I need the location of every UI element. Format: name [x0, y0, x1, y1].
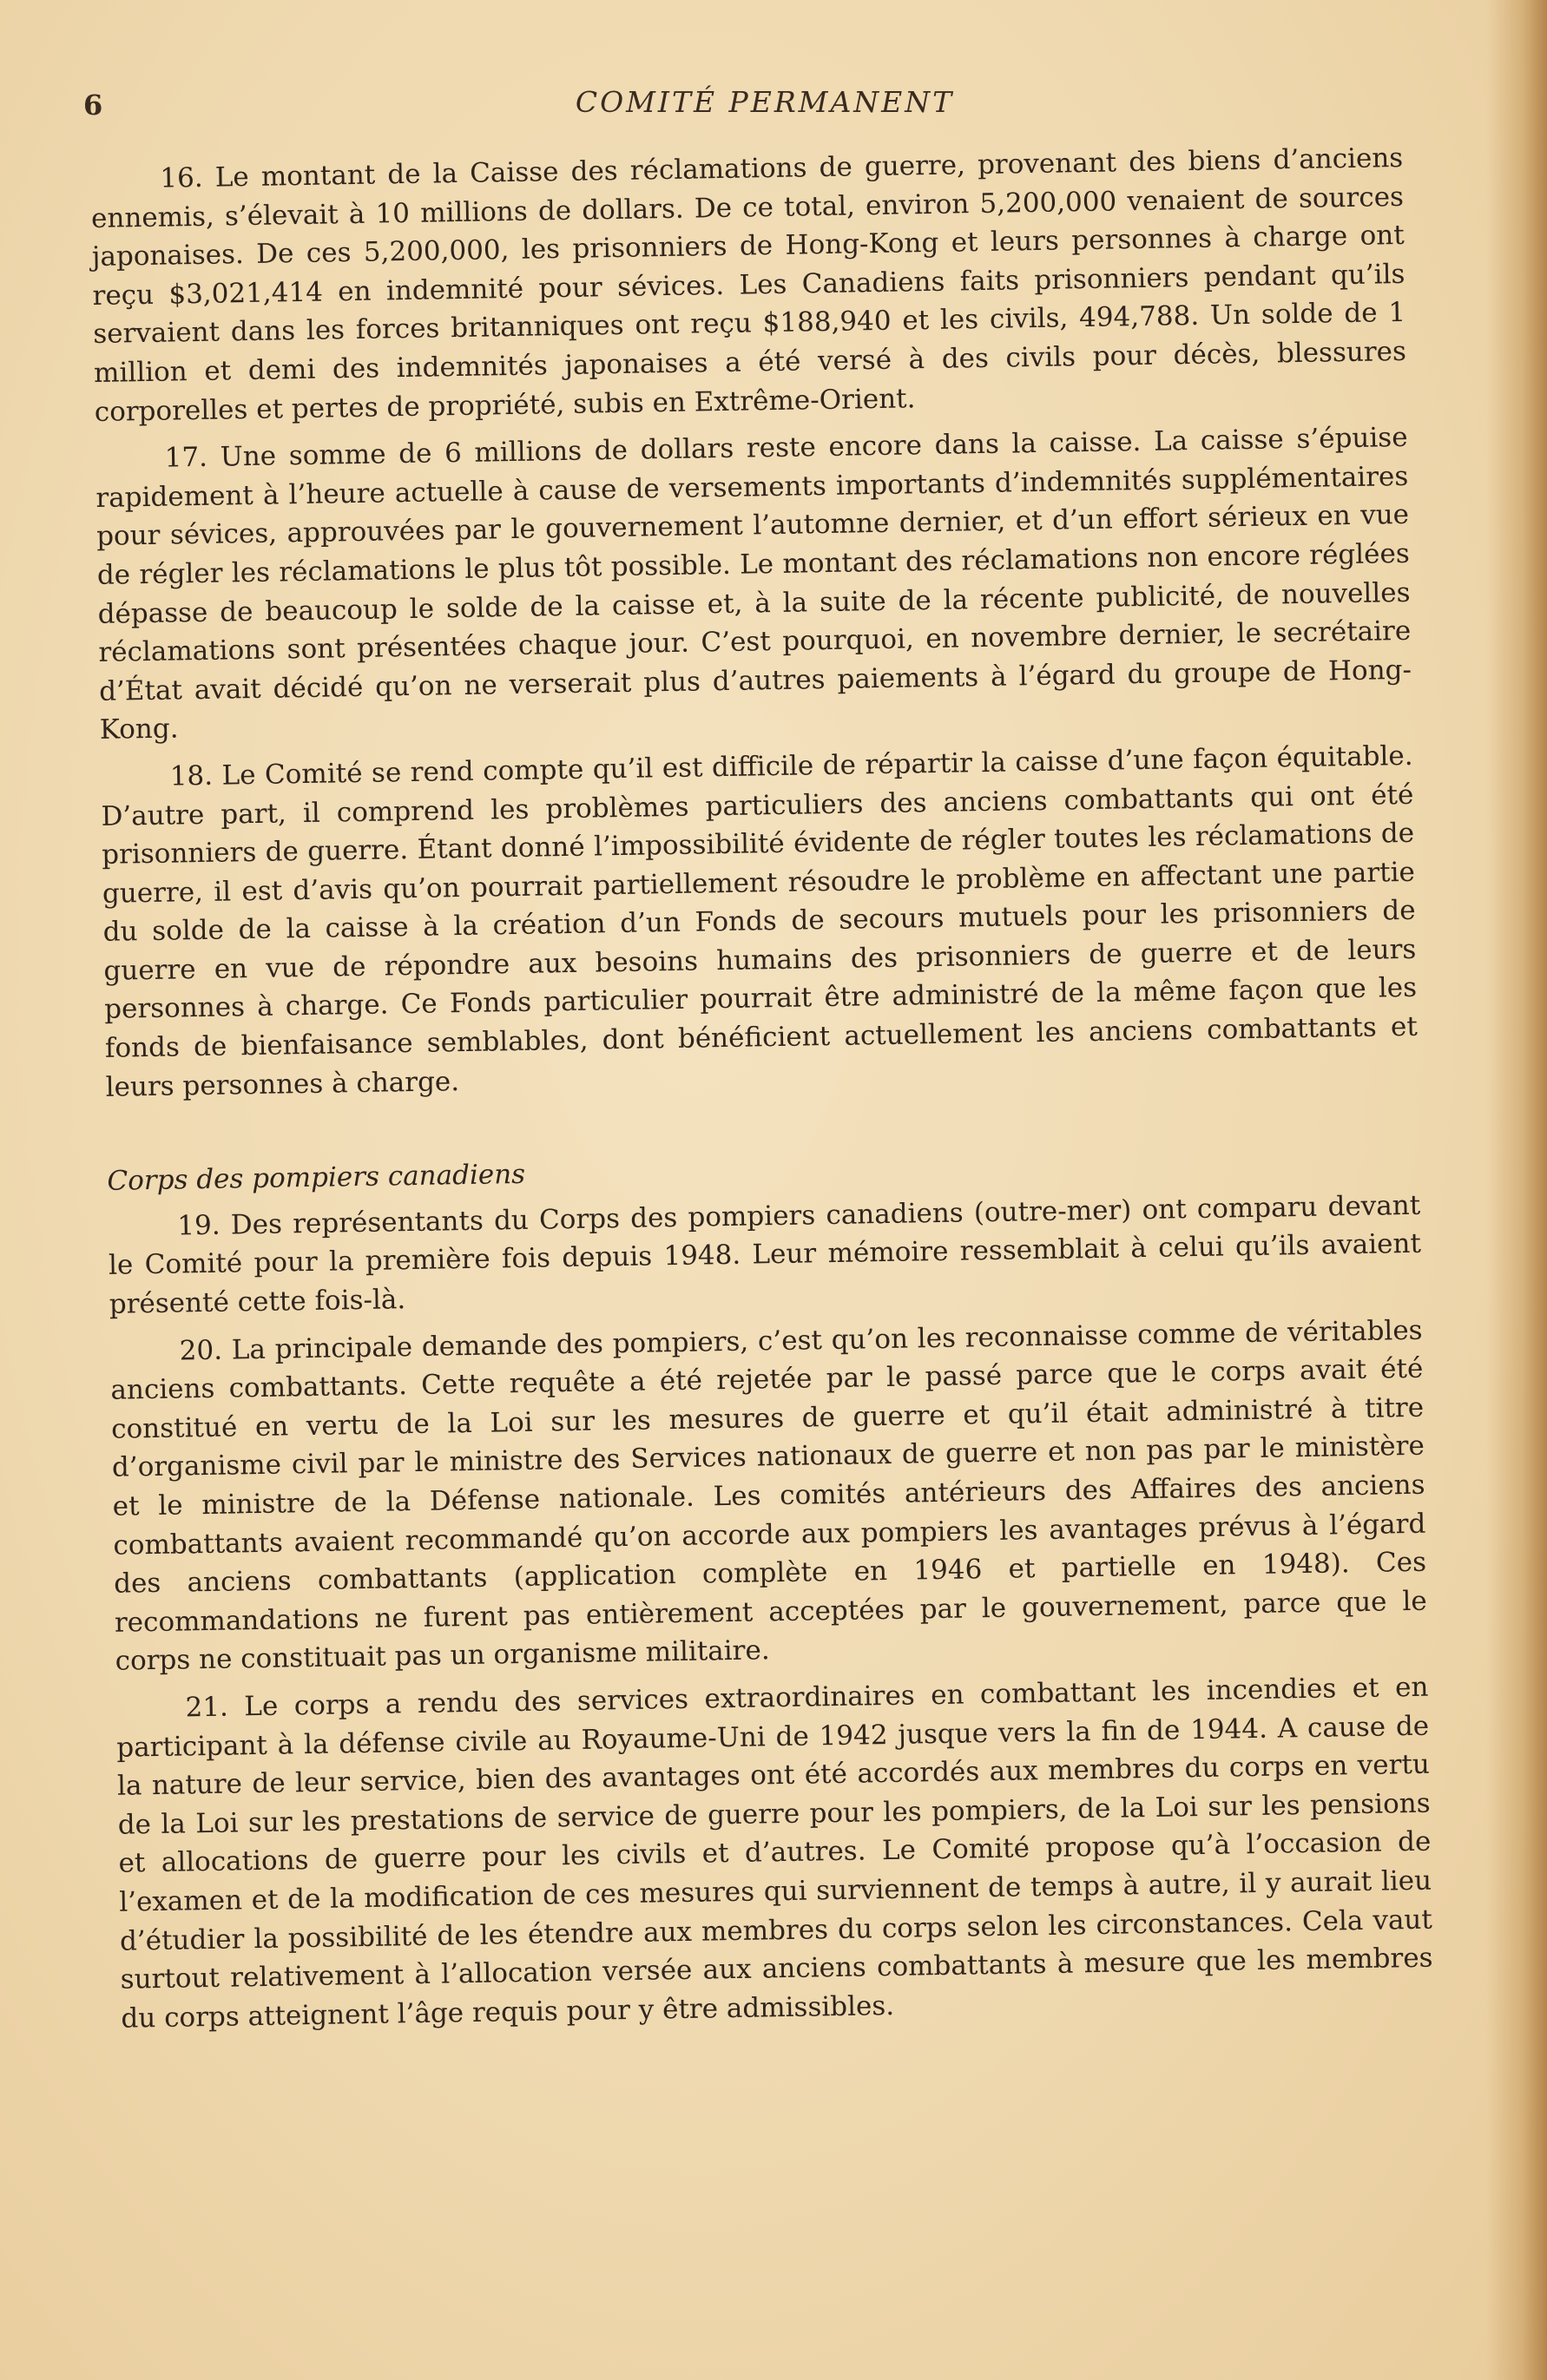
paragraph-17: 17. Une somme de 6 millions de dollars reste encore dans la caisse. La caisse s’épuise rapidement à l’heure actuelle à cause de versements importants d’indemnités supplémentaires pour sévices, approuvées par le gouvernement l’automne dernier, et d’un effort sérieux en vue de régler les réclamations le plus tôt possible. Le montant des réclamations non encore réglées dépasse de beaucoup le solde de la caisse et, à la suite de la récente publicité, de nouvelles réclamations sont présentées chaque jour. C’est pourquoi, en novembre dernier, le secrétaire d’État avait décidé qu’on ne verserait plus d’autres paiements à l’égard du groupe de Hong-Kong. — [95, 422, 1412, 746]
paragraph-16: 16. Le montant de la Caisse des réclamations de guerre, provenant des biens d’anciens ennemis, s’élevait à 10 millions de dollars. De ce total, environ 5,200,000 venaient de sources japonaises. De ces 5,200,000, les prisonniers de Hong-Kong et leurs personnes à charge ont reçu $3,021,414 en indemnité pour sévices. Les Canadiens faits prisonniers pendant qu’ils servaient dans les forces britanniques ont reçu $188,940 et les civils, 494,788. Un solde de 1 million et demi des indemnités japonaises a été versé à des civils pour décès, blessures corporelles et pertes de propriété, subis en Extrême-Orient. — [90, 141, 1407, 428]
page-header — [83, 85, 1412, 137]
paragraph-21: 21. Le corps a rendu des services extraordinaires en combattant les incendies et en participant à la défense civile au Royaume-Uni de 1942 jusque vers la fin de 1944. A cause de la nature de leur service, bien des avantages ont été accordés aux membres du corps en vertu de la Loi sur les prestations de service de guerre pour les pompiers, de la Loi sur les pensions et allocations de guerre pour les civils et d’autres. Le Comité propose qu’à l’occasion de l’examen et de la modification de ces mesures qui surviennent de temps à autre, il y aurait lieu d’étudier la possibilité de les étendre aux membres du corps selon les circonstances. Cela vaut surtout relativement à l’allocation versée aux anciens combattants à mesure que les membres du corps atteignent l’âge requis pour y être admissibles. — [116, 1671, 1433, 2035]
page-number: 6 — [83, 89, 103, 122]
page-edge-shadow — [1486, 0, 1547, 2380]
paragraph-19: 19. Des représentants du Corps des pompiers canadiens (outre-mer) ont comparu devant le Comité pour la première fois depuis 1948. Leur mémoire ressemblait à celui qu’ils avaient présenté cette fois-là. — [108, 1189, 1422, 1320]
body-text — [90, 139, 1434, 2047]
paragraph-20: 20. La principale demande des pompiers, c’est qu’on les reconnaisse comme de véritables anciens combattants. Cette requête a été rejetée par le passé parce que le corps avait été constitué en vertu de la Loi sur les mesures de guerre et qu’il était administré à titre d’organisme civil par le ministre des Services nationaux de guerre et non pas par le ministère et le ministre de la Défense nationale. Les comités antérieurs des Affaires des anciens combattants avaient recommandé qu’on accorde aux pompiers les avantages prévus à l’égard des anciens combattants (application complète en 1946 et partielle en 1948). Ces recommandations ne furent pas entièrement acceptées par le gouvernement, parce que le corps ne constituait pas un organisme militaire. — [110, 1314, 1428, 1678]
section-heading: Corps des pompiers canadiens — [107, 1159, 526, 1198]
paragraph-18: 18. Le Comité se rend compte qu’il est difficile de répartir la caisse d’une façon équitable. D’autre part, il comprend les problèmes particuliers des anciens combattants qui ont été prisonniers de guerre. Étant donné l’impossibilité évidente de régler toutes les réclamations de guerre, il est d’avis qu’on pourrait partiellement résoudre le problème en affectant une partie du solde de la caisse à la création d’un Fonds de secours mutuels pour les prisonniers de guerre en vue de répondre aux besoins humains des prisonniers de guerre et de leurs personnes à charge. Ce Fonds particulier pourrait être administré de la même façon que les fonds de bienfaisance semblables, dont bénéficient actuellement les anciens combattants et leurs personnes à charge. — [101, 740, 1419, 1103]
running-title: COMITÉ PERMANENT — [575, 85, 955, 119]
